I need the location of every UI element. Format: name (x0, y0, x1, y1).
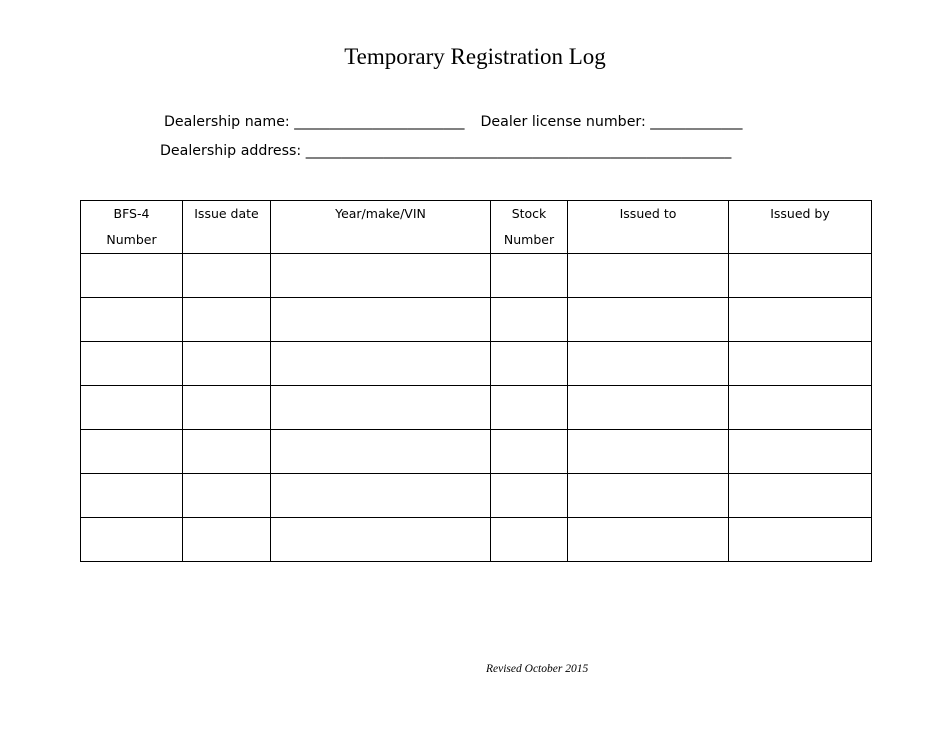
table-cell[interactable] (271, 474, 491, 518)
table-cell[interactable] (568, 298, 729, 342)
dealership-address-label: Dealership address: (160, 143, 302, 159)
table-row (81, 298, 872, 342)
registration-log-table (80, 200, 872, 562)
table-cell[interactable] (183, 342, 271, 386)
table-cell[interactable] (183, 298, 271, 342)
table-cell[interactable] (729, 430, 872, 474)
table-row (81, 342, 872, 386)
table-cell[interactable] (271, 430, 491, 474)
dealership-address-field[interactable]: ____________________________________________________________ (305, 143, 732, 159)
dealer-license-label: Dealer license number: (480, 114, 646, 130)
header-issued-to: Issued to (568, 201, 729, 254)
revision-note: Revised October 2015 (486, 663, 589, 675)
table-cell[interactable] (568, 430, 729, 474)
table-cell[interactable] (183, 430, 271, 474)
table-cell[interactable] (729, 518, 872, 562)
table-cell[interactable] (729, 474, 872, 518)
table-cell[interactable] (183, 518, 271, 562)
header-issue-date: Issue date (183, 201, 271, 254)
table-cell[interactable] (491, 342, 568, 386)
table-cell[interactable] (729, 386, 872, 430)
table-cell[interactable] (81, 254, 183, 298)
dealership-name-label: Dealership name: (164, 114, 290, 130)
table-cell[interactable] (81, 430, 183, 474)
table-header-row (81, 201, 872, 254)
table-cell[interactable] (81, 474, 183, 518)
table-cell[interactable] (81, 386, 183, 430)
table-cell[interactable] (271, 386, 491, 430)
table-cell[interactable] (271, 254, 491, 298)
header-bfs4-number: BFS-4 Number (81, 201, 183, 254)
table-cell[interactable] (729, 254, 872, 298)
table-cell[interactable] (491, 386, 568, 430)
table-cell[interactable] (271, 518, 491, 562)
table-cell[interactable] (491, 474, 568, 518)
table-row (81, 474, 872, 518)
header-stock-number: Stock Number (491, 201, 568, 254)
page-title: Temporary Registration Log (344, 44, 606, 69)
table-cell[interactable] (568, 474, 729, 518)
table-cell[interactable] (568, 518, 729, 562)
table-cell[interactable] (183, 254, 271, 298)
table-cell[interactable] (271, 342, 491, 386)
table-cell[interactable] (183, 474, 271, 518)
table-row (81, 518, 872, 562)
dealership-info-line (164, 112, 743, 132)
header-issued-by: Issued by (729, 201, 872, 254)
table-cell[interactable] (568, 386, 729, 430)
table-cell[interactable] (568, 342, 729, 386)
table-cell[interactable] (271, 298, 491, 342)
table-cell[interactable] (568, 254, 729, 298)
dealer-license-field[interactable]: _____________ (650, 114, 743, 130)
table-cell[interactable] (491, 518, 568, 562)
table-cell[interactable] (183, 386, 271, 430)
table-row (81, 254, 872, 298)
table-cell[interactable] (81, 298, 183, 342)
table-row (81, 386, 872, 430)
table-cell[interactable] (729, 298, 872, 342)
dealership-name-field[interactable]: ________________________ (294, 114, 465, 130)
table-cell[interactable] (729, 342, 872, 386)
table-cell[interactable] (491, 430, 568, 474)
table-cell[interactable] (81, 518, 183, 562)
dealership-address-line (160, 141, 731, 161)
table-cell[interactable] (81, 342, 183, 386)
table-cell[interactable] (491, 298, 568, 342)
table-row (81, 430, 872, 474)
table-cell[interactable] (491, 254, 568, 298)
header-year-make-vin: Year/make/VIN (271, 201, 491, 254)
